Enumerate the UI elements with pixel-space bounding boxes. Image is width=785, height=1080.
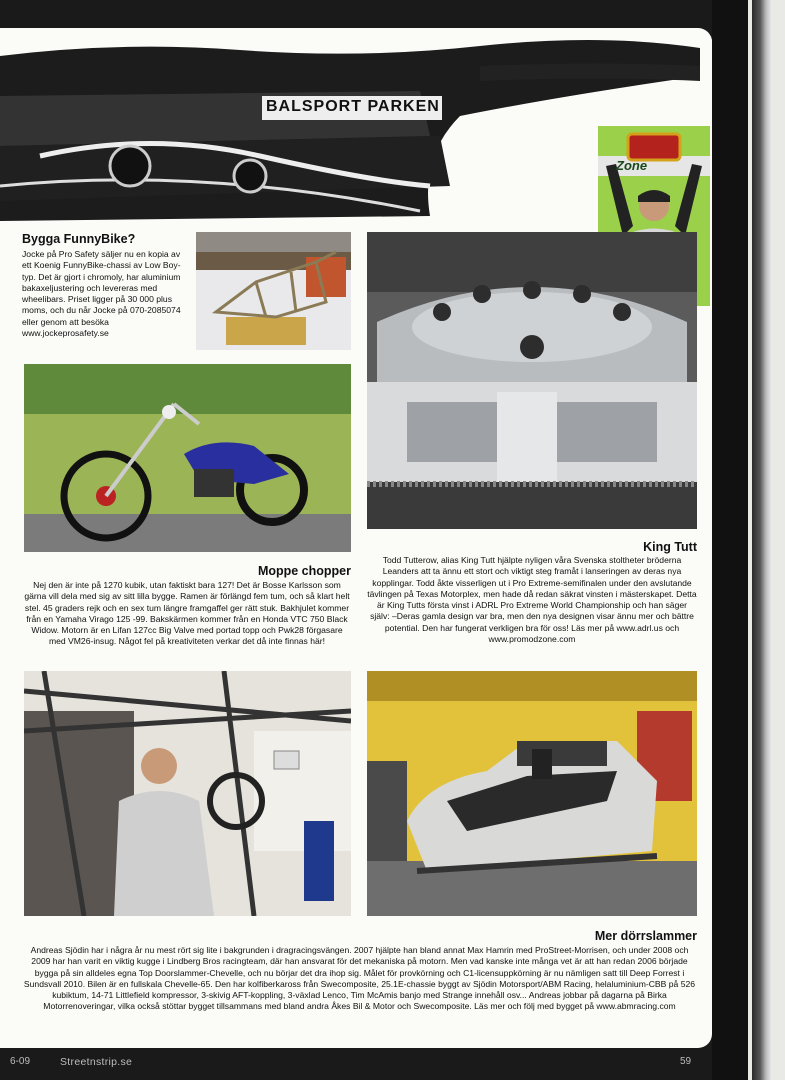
funnybike-frame-photo: [196, 232, 351, 350]
moppe-chopper-photo: [24, 364, 351, 552]
portrait-banner-text: Zone: [616, 158, 648, 173]
driver-chassis-photo: [24, 671, 351, 916]
funnybike-text: Jocke på Pro Safety säljer nu en kopia av ett Koenig FunnyBike-chassi av Low Boy-typ. Det är gjort i chromoly, har aluminium bakaxeljustering och levereras med wheelibars. Priset ligger på 30 000 plus moms, och du når Jocke på 070-2085074 eller genom att besöka www.jockeprosafety.se: [22, 249, 181, 339]
page-number: 59: [680, 1056, 692, 1067]
moppe-heading: Moppe chopper: [257, 564, 351, 578]
funnybike-heading: Bygga FunnyBike?: [22, 232, 136, 246]
issue-number: 6-09: [10, 1056, 31, 1067]
moppe-text: Nej den är inte på 1270 kubik, utan faktiskt bara 127! Det är Bosse Karlsson som gärna vill dela med sig av sitt lilla bygge. Ramen är förlängd fem tum, och så klart helt stel. 45 graders rejk och en sex tum längre framgaffel ger rätt stuk. Bakhjulet kommer från en Yamaha Virago 125 -99. Bakskärmen kommer från en Honda VTC 750 Black Widow. Motorn är en Lifan 127cc Big Valve med portad topp och Pwk28 förgasare med VM26-insug. Något fel på kreativiteten verkar det då inte finnas här!: [24, 580, 350, 647]
banner-sign-text: BALSPORT PARKEN: [266, 98, 440, 115]
dorrslammer-heading: Mer dörrslammer: [594, 929, 697, 943]
king-tutt-text: Todd Tutterow, alias King Tutt hjälpte nyligen våra Svenska stoltheter bröderna Leanders att ta ännu ett stort och viktigt steg framåt i lanseringen av deras nya kopplingar. Todd åkte visserligen ut i Pro Extreme-semifinalen under den avslutande tävlingen på Texas Motorplex, men hade då redan säkrat vinsten i mästerskapet. Detta är King Tutts första vinst i ADRL Pro Extreme World Championship och han säger själv: –Deras gamla design var bra, men den nya designen visar ännu mer och bättre potential. Den har fungerat verkligen bra för oss! Läs mer på www.adrl.us och www.promodzone.com: [367, 555, 697, 645]
magazine-page: [0, 28, 712, 1048]
footer-site-name: Streetnstrip.se: [60, 1056, 133, 1068]
dorrslammer-text: Andreas Sjödin har i några år nu mest rört sig lite i bakgrunden i dragracingsvängen. 2007 hjälpte han bland annat Max Hamrin med ProStreet-Morrisen, och under 2008 och 2009 har han varit en viktig kugge i Lindberg Bros racingteam, där han ansvarat för det mekaniska på motorn. Men vad kanske inte många vet är att han redan 2006 började bygga på sin alldeles egna Top Doorslammer-Chevelle, och nu börjar det dra ihop sig. Målet för provkörning och C1-licensuppkörning är nu nämligen satt till Deep Forrest i Sundsvall 2010. Bilen är en fullskala Chevelle-65. Den har kolfiberkaross från Swecomposite, 25.1E-chassie byggt av Sjödin Motorsport/ABM Racing, helaluminium-CBB på 526 kubiktum, 14-71 Littlefield kompressor, 3-skivig AFT-koppling, 3-växlad Lenco, Tim McAmis banjo med Strange innehåll osv... Andreas jobbar på dagarna på Birka Motorrenoveringar, vilka också stöttar bygget tillsammans med bland andra Åkes Bil & Motor och Swecomposite. Läs mer och följ med bygget på www.abmracing.com: [23, 945, 696, 1012]
king-tutt-heading: King Tutt: [643, 540, 697, 554]
page-footer: [0, 1048, 712, 1080]
next-page-edge: [748, 0, 785, 1080]
chevelle-photo: [367, 671, 697, 916]
clutch-photo: [367, 232, 697, 529]
page-gutter: [712, 0, 748, 1080]
